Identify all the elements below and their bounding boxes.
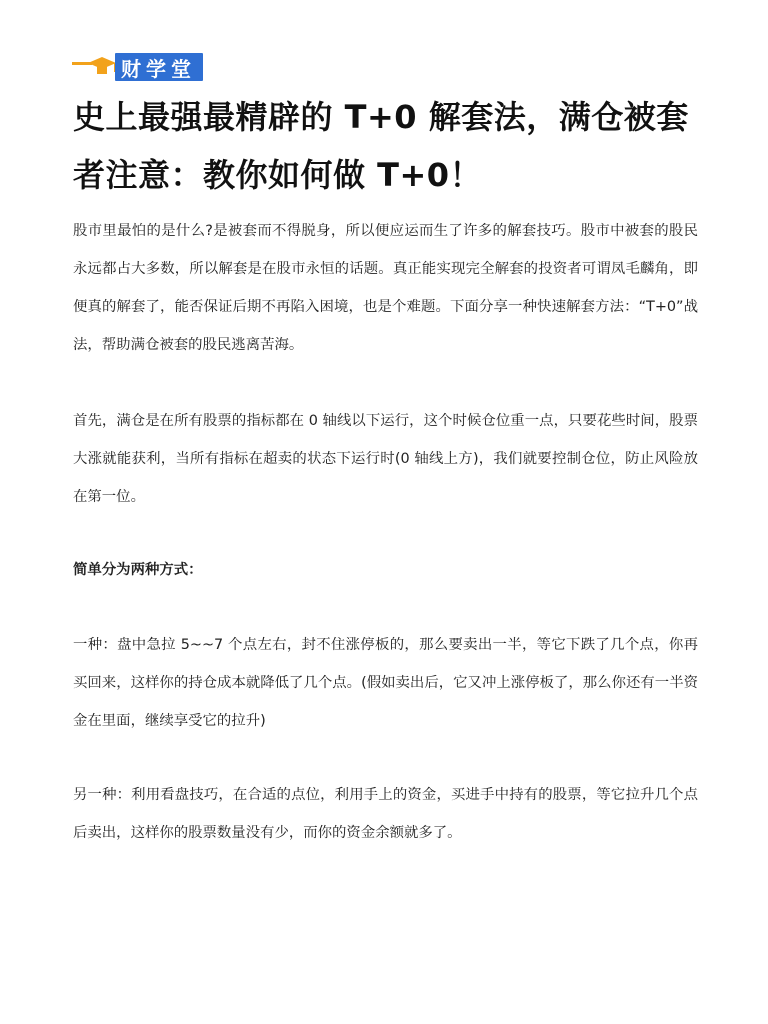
graduation-cap-icon [72, 52, 116, 82]
paragraph-method-two: 另一种：利用看盘技巧，在合适的点位，利用手上的资金，买进手中持有的股票，等它拉升几个点后卖出，这样你的股票数量没有少，而你的资金余额就多了。 [73, 787, 698, 841]
paragraph-intro: 股市里最怕的是什么?是被套而不得脱身，所以便应运而生了许多的解套技巧。股市中被套的股民永远都占大多数，所以解套是在股市永恒的话题。真正能实现完全解套的投资者可谓凤毛麟角，即便真的解套了，能否保证后期不再陷入困境，也是个难题。下面分享一种快速解套方法：“T+0”战法，帮助满仓被套的股民逃离苦海。 [73, 223, 698, 353]
logo-text: 财学堂 [115, 53, 203, 81]
section-heading: 简单分为两种方式： [73, 562, 203, 578]
paragraph-first: 首先，满仓是在所有股票的指标都在 0 轴线以下运行，这个时候仓位重一点，只要花些时间，股票大涨就能获利，当所有指标在超卖的状态下运行时(0 轴线上方)，我们就要控制仓位，防止风险放在第一位。 [73, 413, 698, 505]
article-title: 史上最强最精辟的 T+0 解套法，满仓被套者注意：教你如何做 T+0！ [73, 98, 689, 194]
paragraph-method-one: 一种：盘中急拉 5~~7 个点左右，封不住涨停板的，那么要卖出一半，等它下跌了几个点，你再买回来，这样你的持仓成本就降低了几个点。(假如卖出后，它又冲上涨停板了，那么你还有一半资金在里面，继续享受它的拉升) [73, 637, 698, 729]
site-logo[interactable] [72, 52, 203, 82]
